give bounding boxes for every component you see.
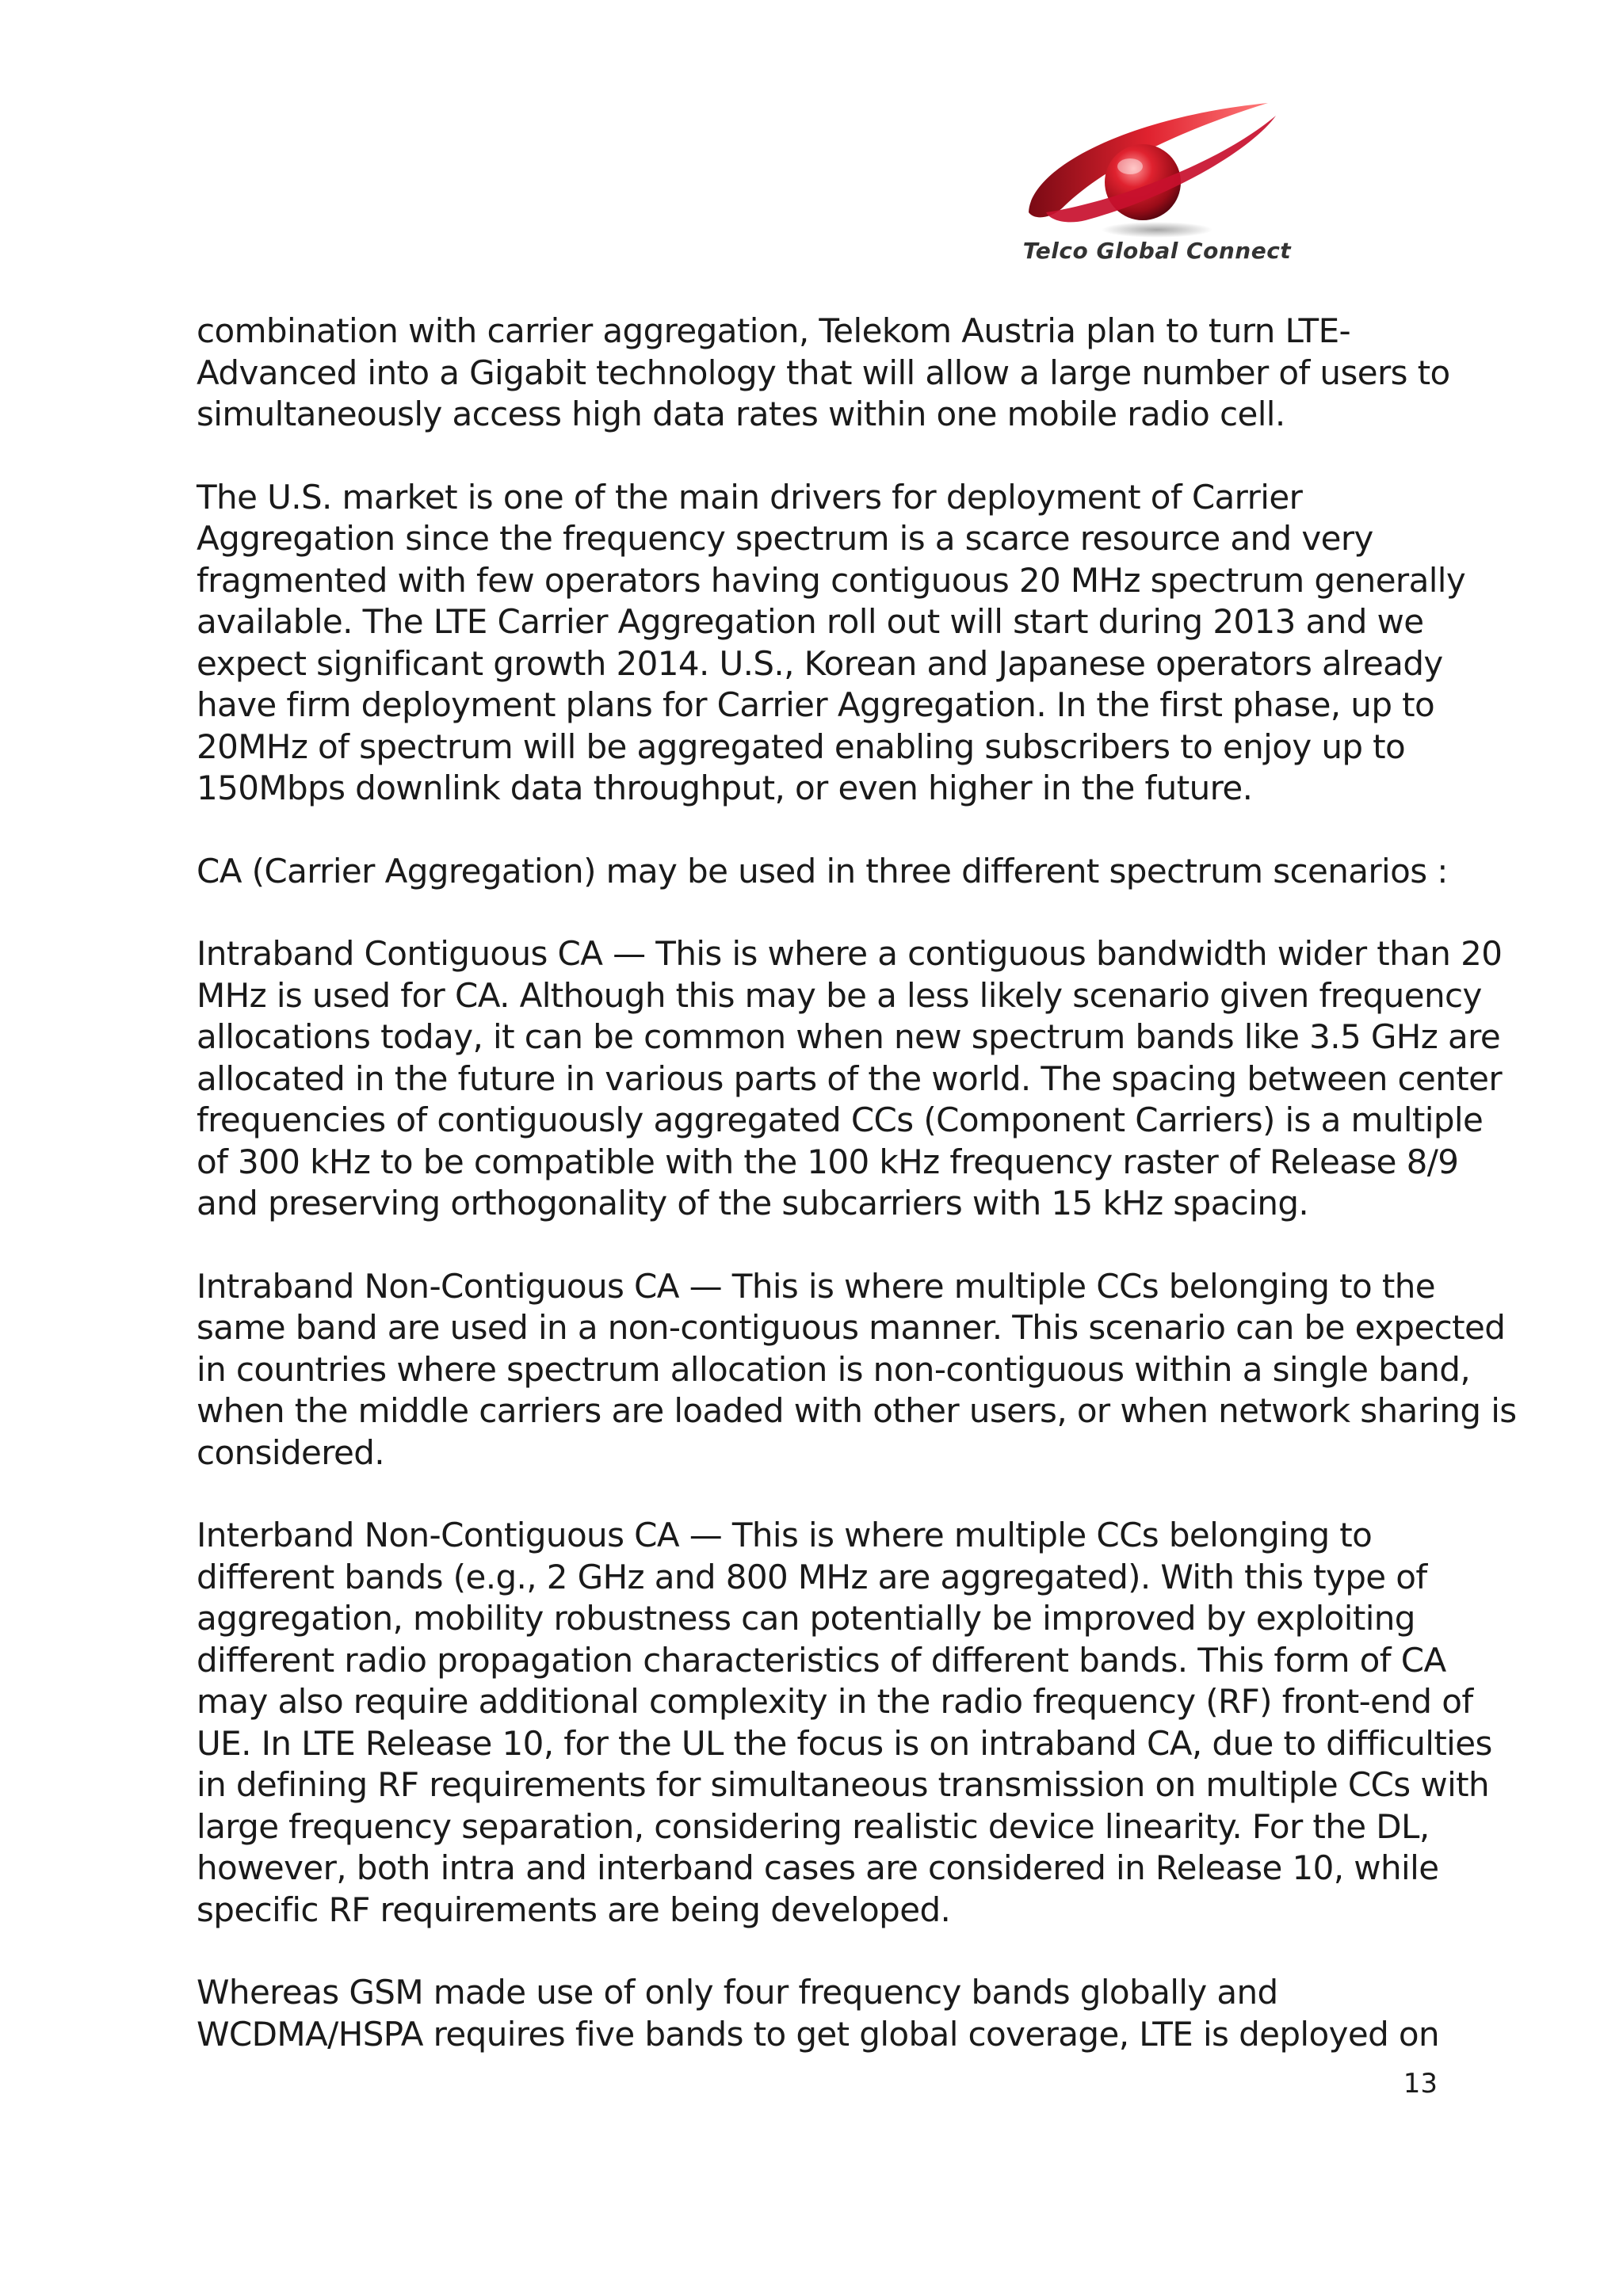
text-line: aggregation, mobility robustness can potentially be improved by exploiting (197, 1599, 1415, 1638)
paragraph (197, 1515, 1492, 1931)
text-line: 20MHz of spectrum will be aggregated enabling subscribers to enjoy up to (197, 727, 1406, 766)
text-line: different bands (e.g., 2 GHz and 800 MHz are aggregated). With this type of (197, 1557, 1427, 1596)
text-line: frequencies of contiguously aggregated CCs (Component Carriers) is a multiple (197, 1100, 1484, 1139)
text-line: allocations today, it can be common when new spectrum bands like 3.5 GHz are (197, 1017, 1501, 1056)
text-line: however, both intra and interband cases are considered in Release 10, while (197, 1848, 1439, 1887)
text-line: in countries where spectrum allocation is non-contiguous within a single band, (197, 1349, 1471, 1389)
paragraph (197, 933, 1503, 1225)
text-line: Interband Non-Contiguous CA — This is where multiple CCs belonging to (197, 1516, 1373, 1554)
text-line: same band are used in a non-contiguous manner. This scenario can be expected (197, 1308, 1506, 1347)
company-logo (1014, 93, 1300, 276)
text-line: available. The LTE Carrier Aggregation roll out will start during 2013 and we (197, 602, 1424, 641)
text-line: WCDMA/HSPA requires five bands to get global coverage, LTE is deployed on (197, 2014, 1440, 2054)
text-line: expect significant growth 2014. U.S., Korean and Japanese operators already (197, 643, 1443, 683)
text-line: 150Mbps downlink data throughput, or even higher in the future. (197, 769, 1253, 807)
text-line: specific RF requirements are being developed. (197, 1890, 951, 1929)
text-line: and preserving orthogonality of the subcarriers with 15 kHz spacing. (197, 1184, 1309, 1222)
paragraph (197, 1972, 1441, 2055)
page-number: 13 (1403, 2068, 1438, 2100)
text-line: Intraband Non-Contiguous CA — This is where multiple CCs belonging to the (197, 1266, 1436, 1306)
text-line: simultaneously access high data rates within one mobile radio cell. (197, 395, 1285, 433)
text-line: Aggregation since the frequency spectrum is a scarce resource and very (197, 519, 1373, 558)
text-line: MHz is used for CA. Although this may be a less likely scenario given frequency (197, 975, 1482, 1015)
text-line: Whereas GSM made use of only four frequency bands globally and (197, 1973, 1278, 2012)
text-line: of 300 kHz to be compatible with the 100 kHz frequency raster of Release 8/9 (197, 1142, 1459, 1181)
text-line: fragmented with few operators having contiguous 20 MHz spectrum generally (197, 560, 1466, 600)
paragraph (197, 311, 1450, 436)
text-line: considered. (197, 1432, 385, 1472)
text-line: may also require additional complexity in the radio frequency (RF) front-end of (197, 1682, 1473, 1721)
text-line: The U.S. market is one of the main drivers for deployment of Carrier (197, 477, 1303, 517)
body-text (197, 311, 1517, 2096)
globe-swoosh-icon (1014, 93, 1300, 252)
text-line: in defining RF requirements for simultaneous transmission on multiple CCs with (197, 1765, 1490, 1804)
text-line: combination with carrier aggregation, Telekom Austria plan to turn LTE- (197, 311, 1351, 350)
text-line: different radio propagation characteristics of different bands. This form of CA (197, 1640, 1446, 1680)
text-line: large frequency separation, considering realistic device linearity. For the DL, (197, 1806, 1430, 1846)
logo-text: Telco Global Connect (1022, 238, 1292, 264)
paragraph (197, 477, 1466, 810)
text-line: Advanced into a Gigabit technology that will allow a large number of users to (197, 353, 1450, 392)
text-line: CA (Carrier Aggregation) may be used in three different spectrum scenarios : (197, 851, 1448, 891)
paragraph (197, 1266, 1517, 1474)
text-line: Intraband Contiguous CA — This is where a contiguous bandwidth wider than 20 (197, 934, 1503, 973)
text-line: have firm deployment plans for Carrier Aggregation. In the first phase, up to (197, 685, 1435, 724)
text-line: allocated in the future in various parts of the world. The spacing between center (197, 1058, 1503, 1098)
paragraph (197, 851, 1448, 893)
text-line: UE. In LTE Release 10, for the UL the focus is on intraband CA, due to difficulties (197, 1723, 1492, 1763)
text-line: when the middle carriers are loaded with other users, or when network sharing is (197, 1391, 1517, 1430)
